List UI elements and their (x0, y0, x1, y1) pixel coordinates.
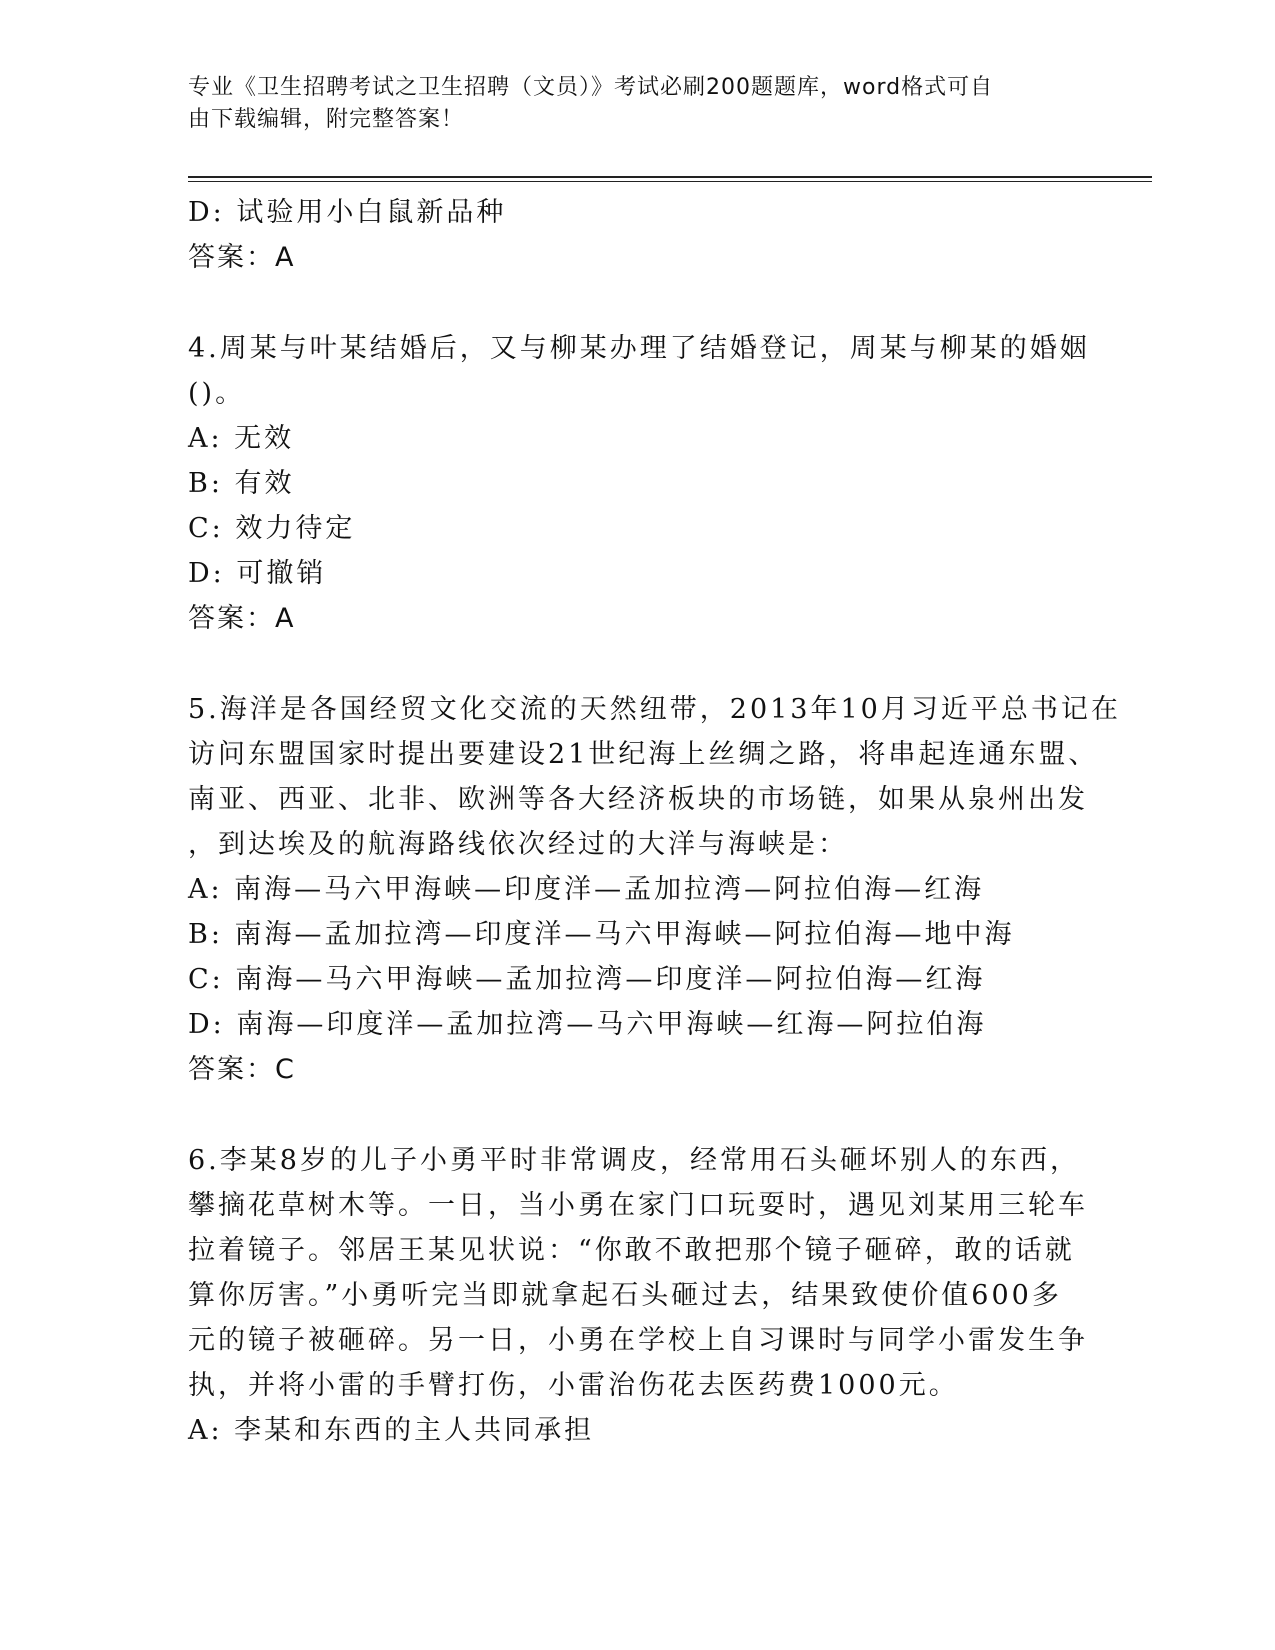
previous-question-tail (188, 190, 1088, 280)
document-header (188, 72, 1068, 136)
question-stem-line: 4.周某与叶某结婚后，又与柳某办理了结婚登记，周某与柳某的婚姻 (188, 333, 1090, 364)
option-d: D: 南海—印度洋—孟加拉湾—马六甲海峡—红海—阿拉伯海 (188, 1009, 987, 1040)
question-content (188, 190, 1121, 1453)
option-c: C: 南海—马六甲海峡—孟加拉湾—印度洋—阿拉伯海—红海 (188, 964, 986, 995)
header-rule-thick (188, 176, 1152, 178)
question-stem-line: 5.海洋是各国经贸文化交流的天然纽带，2013年10月习近平总书记在 (188, 694, 1121, 725)
question-stem-line: 执，并将小雷的手臂打伤，小雷治伤花去医药费1000元。 (188, 1370, 959, 1401)
question-stem-line: 拉着镜子。邻居王某见状说：“你敢不敢把那个镜子砸碎，敢的话就 (188, 1235, 1075, 1266)
option-a: A: 南海—马六甲海峡—印度洋—孟加拉湾—阿拉伯海—红海 (188, 874, 985, 905)
question-6 (188, 1138, 1088, 1453)
option-d: D: 试验用小白鼠新品种 (188, 197, 507, 228)
header-line-1: 专业《卫生招聘考试之卫生招聘（文员）》考试必刷200题题库，word格式可自 (188, 75, 994, 100)
question-stem-line: 攀摘花草树木等。一日，当小勇在家门口玩耍时，遇见刘某用三轮车 (188, 1190, 1088, 1221)
header-line-2: 由下载编辑，附完整答案！ (188, 107, 465, 132)
question-stem-line: 6.李某8岁的儿子小勇平时非常调皮，经常用石头砸坏别人的东西， (188, 1145, 1080, 1176)
option-b: B: 南海—孟加拉湾—印度洋—马六甲海峡—阿拉伯海—地中海 (188, 919, 1015, 950)
question-stem-line: ，到达埃及的航海路线依次经过的大洋与海峡是： (188, 829, 848, 860)
question-5 (188, 687, 1121, 1092)
question-stem-line: ()。 (188, 378, 246, 409)
option-b: B: 有效 (188, 468, 295, 499)
question-stem-line: 算你厉害。”小勇听完当即就拿起石头砸过去，结果致使价值600多 (188, 1280, 1062, 1311)
question-4 (188, 326, 1088, 641)
option-d: D: 可撤销 (188, 558, 327, 589)
option-a: A: 李某和东西的主人共同承担 (188, 1415, 595, 1446)
answer-line: 答案：A (188, 603, 296, 634)
question-stem-line: 访问东盟国家时提出要建设21世纪海上丝绸之路，将串起连通东盟、 (188, 739, 1099, 770)
question-stem-line: 南亚、西亚、北非、欧洲等各大经济板块的市场链，如果从泉州出发 (188, 784, 1088, 815)
option-a: A: 无效 (188, 423, 295, 454)
header-rule-thin (188, 181, 1152, 182)
answer-line: 答案：C (188, 1054, 296, 1085)
question-stem-line: 元的镜子被砸碎。另一日，小勇在学校上自习课时与同学小雷发生争 (188, 1325, 1088, 1356)
option-c: C: 效力待定 (188, 513, 356, 544)
answer-line: 答案：A (188, 242, 296, 273)
